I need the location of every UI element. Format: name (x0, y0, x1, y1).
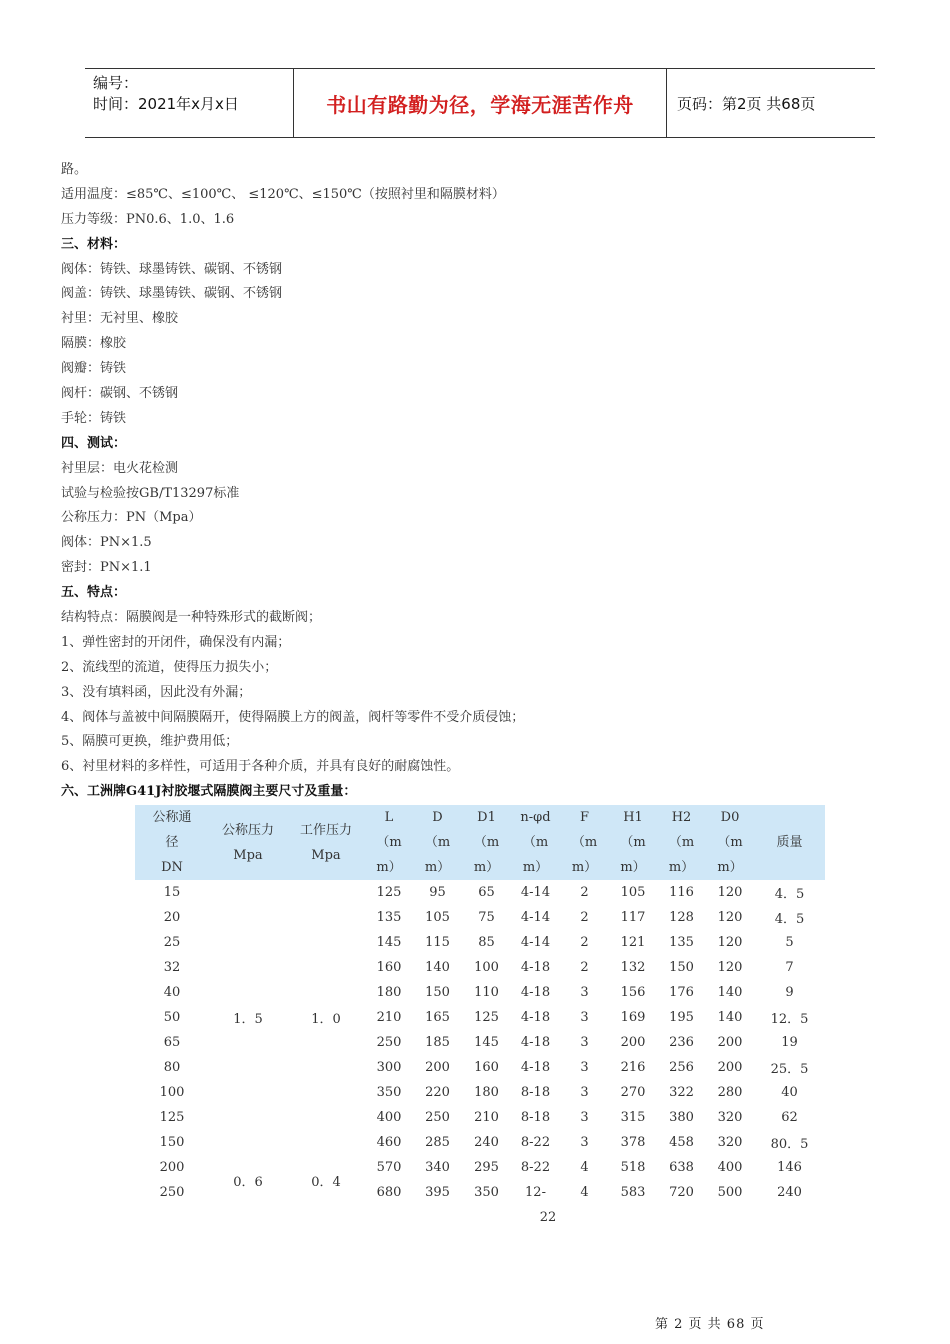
table-cell: 100 (159, 1085, 185, 1100)
column-header-line: 工作压力 (299, 822, 352, 838)
section-heading: 四、测试： (61, 435, 127, 451)
column-header-line: （m (717, 835, 743, 850)
spec-table (135, 805, 825, 1205)
table-cell: 720 (669, 1185, 694, 1200)
column-header-line: F (579, 810, 590, 825)
column-header-line: L (384, 810, 394, 825)
table-cell: 62 (781, 1110, 798, 1125)
column-header (462, 805, 511, 880)
column-header-line: m） (473, 860, 500, 875)
table-cell: 4-18 (520, 985, 551, 1000)
table-row (135, 880, 825, 905)
table-cell: 95 (429, 885, 446, 900)
column-header-line: H2 (671, 810, 692, 825)
table-cell: 160 (376, 960, 402, 975)
column-header-line: D0 (720, 810, 740, 825)
table-cell: 3 (580, 1060, 589, 1075)
text-line: 手轮：铸铁 (61, 410, 127, 426)
table-cell: 125 (159, 1110, 185, 1125)
column-header-line: D (432, 810, 443, 825)
table-cell: 75 (478, 910, 495, 925)
table-cell: 3 (580, 985, 589, 1000)
text-line: 1、弹性密封的开闭件，确保没有内漏； (61, 634, 291, 650)
column-header-line: 质量 (776, 835, 803, 850)
table-cell: 3 (580, 1085, 589, 1100)
table-cell: 120 (717, 885, 743, 900)
column-header-line: （m (473, 835, 500, 850)
text-line: 隔膜：橡胶 (61, 336, 127, 352)
table-cell: 5 (785, 935, 794, 950)
table-cell: 256 (669, 1060, 694, 1075)
table-cell: 135 (669, 935, 694, 950)
table-cell: 458 (669, 1135, 694, 1150)
table-cell: 250 (159, 1185, 185, 1200)
table-cell: 20 (163, 910, 181, 925)
text-line: 阀杆：碳钢、不锈钢 (61, 386, 179, 402)
table-cell: 125 (376, 885, 402, 900)
table-cell: 50 (163, 1010, 181, 1025)
table-cell: 2 (580, 935, 589, 950)
column-header (609, 805, 657, 880)
table-cell: 250 (425, 1110, 450, 1125)
column-header-line: Mpa (311, 847, 341, 863)
text-line: 阀瓣：铸铁 (61, 361, 127, 377)
number-label: 编号： (93, 74, 139, 92)
text-line: 结构特点：隔膜阀是一种特殊形式的截断阀； (61, 610, 322, 626)
table-cell: 110 (474, 985, 499, 1000)
table-cell: 19 (781, 1035, 798, 1050)
table-cell: 12- (525, 1185, 546, 1200)
table-cell: 250 (376, 1035, 402, 1050)
table-cell: 156 (620, 985, 646, 1000)
table-cell: 80 (163, 1060, 181, 1075)
table-cell: 160 (474, 1060, 499, 1075)
table-cell: 236 (669, 1035, 694, 1050)
table-cell: 280 (717, 1085, 743, 1100)
table-cell: 8-22 (520, 1160, 551, 1175)
table-cell: 4-14 (520, 885, 551, 900)
table-cell: 460 (376, 1135, 402, 1150)
table-cell: 200 (620, 1035, 646, 1050)
column-header-line: m） (668, 860, 695, 875)
table-cell: 15 (163, 885, 181, 900)
text-line: 阀体：铸铁、球墨铸铁、碳钢、不锈钢 (61, 261, 283, 277)
column-header (413, 805, 462, 880)
table-cell: 128 (669, 910, 694, 925)
text-line: 路。 (61, 162, 88, 177)
table-cell: 4-14 (520, 935, 551, 950)
text-line: 密封：PN×1.1 (61, 560, 152, 576)
table-cell: 150 (425, 985, 450, 1000)
column-header-line: m） (424, 860, 451, 875)
table-cell: 210 (474, 1110, 499, 1125)
table-cell: 32 (163, 960, 181, 975)
table-cell: 176 (669, 985, 694, 1000)
table-cell: 120 (717, 960, 743, 975)
last-row-continuation: 22 (539, 1210, 557, 1225)
table-cell: 300 (376, 1060, 402, 1075)
column-header-line: （m (620, 835, 646, 850)
table-cell: 121 (620, 935, 646, 950)
table-cell: 150 (669, 960, 694, 975)
table-cell: 80．5 (770, 1137, 809, 1152)
table-cell: 4-18 (520, 1010, 551, 1025)
section-heading: 五、特点： (61, 585, 127, 601)
text-line: 压力等级：PN0.6、1.0、1.6 (61, 211, 235, 227)
table-cell: 4 (580, 1185, 589, 1200)
column-header-line: m） (571, 860, 598, 875)
column-header-line: DN (161, 860, 183, 875)
table-cell: 210 (376, 1010, 402, 1025)
table-cell: 120 (717, 935, 743, 950)
column-header-line: 公称通 (152, 810, 192, 825)
table-cell: 40 (163, 985, 181, 1000)
column-header-line: D1 (477, 810, 496, 825)
column-header (209, 805, 287, 880)
text-line: 6、衬里材料的多样性，可适用于各种介质，并具有良好的耐腐蚀性。 (61, 759, 460, 775)
table-cell: 125 (474, 1010, 499, 1025)
table-cell: 216 (620, 1060, 646, 1075)
table-cell: 638 (669, 1160, 694, 1175)
table-cell: 135 (376, 910, 402, 925)
column-header (287, 805, 365, 880)
table-cell: 3 (580, 1135, 589, 1150)
section-heading: 六、工洲牌G41J衬胶堰式隔膜阀主要尺寸及重量： (61, 784, 357, 800)
table-cell: 4 (580, 1160, 589, 1175)
table-cell: 518 (620, 1160, 646, 1175)
table-cell: 270 (620, 1085, 646, 1100)
text-line: 适用温度：≤85℃、≤100℃、 ≤120℃、≤150℃（按照衬里和隔膜材料） (61, 186, 505, 202)
column-header-line: （m (522, 835, 549, 850)
text-line: 2、流线型的流道，使得压力损失小； (61, 659, 278, 675)
table-cell: 8-18 (520, 1085, 551, 1100)
table-cell: 145 (376, 935, 402, 950)
table-cell: 378 (620, 1135, 646, 1150)
table-cell: 7 (785, 960, 794, 975)
page-header (85, 68, 875, 138)
table-cell: 3 (580, 1110, 589, 1125)
table-cell: 2 (580, 885, 589, 900)
page-footer: 第 2 页 共 68 页 (655, 1317, 765, 1332)
table-cell: 315 (620, 1110, 646, 1125)
column-header (657, 805, 706, 880)
table-cell: 500 (717, 1185, 743, 1200)
table-cell: 220 (425, 1085, 450, 1100)
table-cell: 140 (425, 960, 450, 975)
table-cell: 320 (717, 1135, 743, 1150)
text-line: 公称压力：PN（Mpa） (61, 510, 202, 526)
text-line: 4、阀体与盖被中间隔膜隔开，使得隔膜上方的阀盖，阀杆等零件不受介质侵蚀； (61, 709, 525, 725)
table-cell: 132 (620, 960, 646, 975)
document-body (61, 158, 881, 805)
spec-table-header (135, 805, 825, 880)
column-header (365, 805, 413, 880)
header-motto: 书山有路勤为径，学海无涯苦作舟 (293, 69, 667, 137)
text-line: 试验与检验按GB/T13297标准 (61, 485, 240, 501)
column-header-line: Mpa (233, 847, 263, 863)
table-cell: 9 (785, 985, 794, 1000)
table-cell: 4-18 (520, 960, 551, 975)
table-cell: 285 (425, 1135, 450, 1150)
table-cell: 322 (669, 1085, 694, 1100)
table-cell: 180 (474, 1085, 499, 1100)
table-cell: 2 (580, 910, 589, 925)
working-pressure-cell: 1．0 (311, 1012, 341, 1027)
table-cell: 350 (376, 1085, 402, 1100)
table-cell: 180 (376, 985, 402, 1000)
table-cell: 350 (474, 1185, 499, 1200)
table-cell: 120 (717, 910, 743, 925)
text-line: 3、没有填料函，因此没有外漏； (61, 684, 252, 700)
table-cell: 65 (478, 885, 495, 900)
table-cell: 200 (717, 1060, 743, 1075)
column-header (706, 805, 754, 880)
working-pressure-cell: 0．4 (311, 1174, 341, 1190)
table-cell: 85 (478, 935, 495, 950)
table-cell: 200 (159, 1160, 185, 1175)
column-header (511, 805, 560, 880)
table-cell: 340 (425, 1160, 450, 1175)
table-cell: 570 (376, 1160, 402, 1175)
table-cell: 240 (474, 1135, 499, 1150)
nominal-pressure-cell: 0．6 (233, 1174, 263, 1190)
text-line: 阀体：PN×1.5 (61, 535, 152, 551)
table-cell: 40 (781, 1085, 798, 1100)
table-cell: 105 (620, 885, 646, 900)
table-cell: 295 (474, 1160, 499, 1175)
table-cell: 185 (425, 1035, 450, 1050)
column-header (560, 805, 609, 880)
column-header (135, 805, 209, 880)
table-cell: 115 (425, 935, 450, 950)
column-header-line: m） (717, 860, 743, 875)
table-cell: 25 (163, 935, 181, 950)
table-cell: 4-18 (520, 1060, 551, 1075)
table-cell: 400 (717, 1160, 743, 1175)
table-cell: 3 (580, 1035, 589, 1050)
section-heading: 三、材料： (61, 236, 127, 252)
spec-table-body (135, 880, 825, 1205)
text-line: 衬里层：电火花检测 (61, 460, 179, 476)
table-cell: 100 (474, 960, 499, 975)
table-cell: 240 (777, 1185, 802, 1200)
table-cell: 150 (159, 1135, 185, 1150)
table-cell: 8-22 (520, 1135, 551, 1150)
text-line: 5、隔膜可更换，维护费用低； (61, 734, 239, 750)
table-cell: 116 (669, 885, 694, 900)
column-header (754, 805, 825, 880)
column-header-line: 径 (165, 835, 179, 850)
table-cell: 145 (474, 1035, 499, 1050)
table-row (135, 1155, 825, 1180)
nominal-pressure-cell: 1．5 (233, 1012, 263, 1027)
text-line: 阀盖：铸铁、球墨铸铁、碳钢、不锈钢 (61, 286, 283, 302)
header-meta (85, 69, 293, 137)
table-cell: 4-18 (520, 1035, 551, 1050)
column-header-line: m） (376, 860, 402, 875)
column-header-line: （m (424, 835, 451, 850)
table-cell: 4-14 (520, 910, 551, 925)
table-cell: 3 (580, 1010, 589, 1025)
column-header-line: m） (620, 860, 646, 875)
table-cell: 25．5 (770, 1062, 809, 1077)
date-label: 时间：2021年x月x日 (93, 95, 239, 113)
table-cell: 65 (163, 1035, 181, 1050)
column-header-line: （m (571, 835, 598, 850)
table-cell: 105 (425, 910, 450, 925)
text-line: 衬里：无衬里、橡胶 (61, 311, 179, 327)
table-cell: 169 (620, 1010, 646, 1025)
table-cell: 4．5 (774, 912, 805, 927)
table-cell: 583 (620, 1185, 646, 1200)
table-cell: 380 (669, 1110, 694, 1125)
column-header-line: （m (668, 835, 695, 850)
table-cell: 200 (717, 1035, 743, 1050)
column-header-line: 公称压力 (221, 822, 274, 838)
table-cell: 395 (425, 1185, 450, 1200)
table-cell: 195 (669, 1010, 694, 1025)
table-cell: 165 (425, 1010, 450, 1025)
table-cell: 320 (717, 1110, 743, 1125)
column-header-line: m） (522, 860, 549, 875)
table-cell: 117 (620, 910, 646, 925)
column-header-line: （m (376, 835, 402, 850)
table-cell: 140 (717, 985, 743, 1000)
column-header-line: n-φd (520, 810, 551, 825)
table-cell: 2 (580, 960, 589, 975)
table-cell: 146 (777, 1160, 802, 1175)
column-header-line: H1 (623, 810, 643, 825)
header-page-info: 页码：第2页 共68页 (677, 94, 816, 113)
table-cell: 680 (376, 1185, 402, 1200)
table-cell: 140 (717, 1010, 743, 1025)
table-cell: 200 (425, 1060, 450, 1075)
table-cell: 8-18 (520, 1110, 551, 1125)
table-cell: 4．5 (774, 887, 805, 902)
table-cell: 12．5 (770, 1012, 809, 1027)
table-cell: 400 (376, 1110, 402, 1125)
